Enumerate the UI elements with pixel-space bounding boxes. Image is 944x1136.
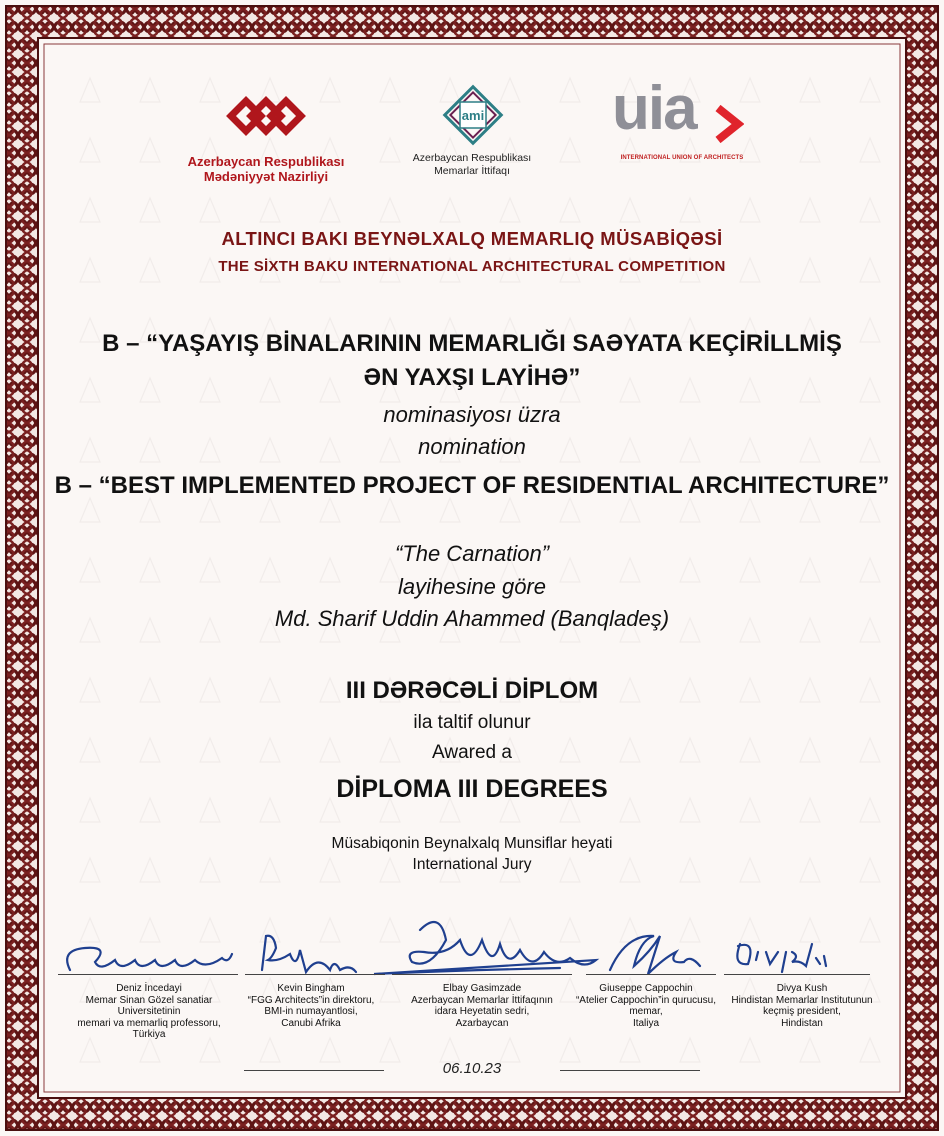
signature-line-3 (392, 974, 572, 975)
signer-4 (566, 983, 726, 1029)
competition-title-az: ALTINCI BAKI BEYNƏLXALQ MEMARLIQ MÜSABİQƏSİ (221, 228, 723, 249)
award-title-en: DİPLOMA III DEGREES (336, 775, 608, 803)
nomination-en: B – “BEST IMPLEMENTED PROJECT OF RESIDENTIAL ARCHITECTURE” (54, 472, 890, 499)
signer-1 (64, 983, 234, 1041)
signer-name: Deniz İncedayi (116, 983, 182, 994)
signer-detail: Memar Sinan Gözel sanatiar (85, 994, 213, 1006)
signer-detail: keçmiş president, (763, 1006, 841, 1017)
ministry-name-line2: Mədəniyyət Nazirliyi (203, 169, 329, 184)
award-subtitle-en: Awared a (432, 742, 512, 763)
signer-detail: memari va memarliq professoru, (77, 1017, 221, 1029)
nomination-az-suffix: nominasiyosı üzra (383, 402, 561, 427)
signer-detail: Türkiya (132, 1029, 166, 1040)
uia-arrow-icon (714, 104, 744, 144)
signer-detail: “FGG Architects”in direktoru, (247, 994, 375, 1006)
uia-tagline: INTERNATIONAL UNION OF ARCHITECTS (620, 155, 744, 161)
uia-logo (612, 74, 752, 150)
signature-line-4 (586, 974, 716, 975)
signer-name: Kevin Bingham (277, 983, 345, 994)
signer-detail: BMI-in numayantlosi, (264, 1006, 358, 1017)
award-subtitle-az: ila taltif olunur (413, 712, 531, 733)
ministry-caption (176, 154, 356, 184)
signer-name: Giuseppe Cappochin (599, 983, 693, 994)
signature-elbay (374, 922, 596, 974)
jury-title-az: Müsabiqonin Beynalxalq Munsiflar heyati (331, 835, 613, 852)
ami-name-line1: Azerbaycan Respublikası (412, 152, 532, 164)
ami-mark: ami (461, 108, 485, 123)
award-title-az: III DƏRƏCƏLİ DİPLOM (345, 677, 599, 704)
signer-detail: “Atelier Cappochin”in qurucusu, (575, 994, 717, 1006)
ami-name-line2: Memarlar İttifaqı (434, 165, 510, 177)
signature-line-2 (245, 974, 385, 975)
signer-5 (722, 983, 882, 1029)
signer-detail: Canubi Afrika (281, 1017, 341, 1029)
signature-giuseppe (610, 936, 700, 974)
signer-detail: Azarbaycan (455, 1017, 509, 1029)
ami-caption (392, 152, 552, 178)
signer-name: Elbay Gasimzade (442, 983, 522, 994)
nomination-en-prefix: nomination (418, 434, 526, 459)
signer-detail: Azerbaycan Memarlar İttifaqının (411, 994, 553, 1006)
signature-line-1 (58, 974, 238, 975)
signer-3 (392, 983, 572, 1029)
nomination-az-line2: ƏN YAXŞI LAYİHƏ” (363, 364, 581, 391)
nomination-az-line1: B – “YAŞAYIŞ BİNALARININ MEMARLIĞI SAƏYATA KEÇİRİLLMİŞ (102, 330, 842, 357)
signer-detail: memar, (629, 1006, 663, 1017)
signature-divya (737, 944, 826, 972)
signer-detail: Universitetinin (117, 1006, 181, 1017)
signatures-graphic (0, 900, 944, 990)
signer-detail: Italiya (632, 1017, 660, 1029)
issue-date: 06.10.23 (442, 1060, 502, 1077)
competition-title-en: THE SİXTH BAKU INTERNATIONAL ARCHITECTURAL COMPETITION (218, 258, 726, 275)
recipient-name: Md. Sharif Uddin Ahammed (Banqladeş) (274, 606, 670, 631)
signer-2 (236, 983, 386, 1029)
signer-detail: Hindistan (781, 1017, 823, 1029)
project-caption: layihesine göre (398, 574, 546, 599)
signature-kevin (262, 936, 356, 972)
uia-mark: uia (612, 74, 696, 143)
signature-line-5 (724, 974, 870, 975)
ministry-logo-icon (226, 86, 306, 146)
ami-logo-icon (440, 82, 506, 148)
jury-title-en: International Jury (412, 856, 532, 873)
project-title: “The Carnation” (394, 541, 550, 566)
signer-detail: Hindistan Memarlar Institutunun (731, 994, 873, 1006)
ministry-name-line1: Azerbaycan Respublikası (187, 154, 345, 169)
signer-name: Divya Kush (776, 983, 828, 994)
uia-caption (612, 155, 752, 161)
signature-deniz (67, 948, 232, 970)
signer-detail: idara Heyetatin sedri, (434, 1006, 530, 1017)
